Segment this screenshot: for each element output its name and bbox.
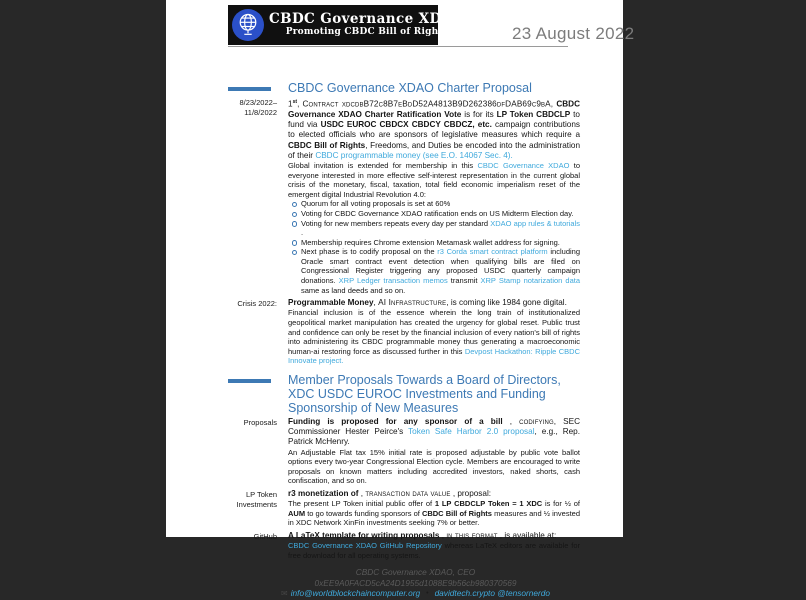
text-run: , Freedoms, and Duties be encoded into the administration of their [288,140,580,160]
entry-proposals [228,417,580,486]
text-run: Next phase is to codify proposal on the [301,247,438,257]
text-run: , e.g., Rep. Patrick McHenry. [288,427,580,447]
text-run: is for its [461,109,497,119]
margin-line: 8/23/2022– [239,98,277,107]
text-run: CBDC Bill of Rights [288,140,366,150]
bullet-item [301,199,580,209]
document-date: 23 August 2022 [512,24,635,43]
document-page [166,0,635,599]
text-run: , [297,99,303,109]
xrp-stamp-link[interactable]: XRP Stamp notarization data [480,276,580,286]
margin-line: Proposals [243,418,277,428]
text-run: to everyone interested in more effective self-interest representation in the current global crisis of the monetary, fiscal, taxation, total field economic imperialism reset of the emergent digital Industrial Revolution 4.0: [288,160,580,199]
paragraph-body [288,308,580,366]
entry-text [288,97,580,295]
crypto-handle-link[interactable]: davidtech.crypto @tensornerdo [434,588,550,599]
text-run: An Adjustable Flat tax 15% initial rate is proposed adjustable by public vote ballot options every two-year Congressional Election cycle. Members are encouraged to write proposals on known matters including accredited investors, naked shorts, cash confiscation, and so on. [288,447,580,486]
section-bar [228,87,271,91]
text-run: , is available at: [497,531,557,540]
paragraph-lead [288,417,580,448]
entry-text [288,417,580,486]
paragraph-lead [288,531,580,541]
text-run: measures and ½ invested in XDC Network XinFin investments seeking 7% or better. [288,508,581,528]
text-run: , [502,417,520,427]
text-run: whereas LaTeX editors are available for free download for all operating systems. [288,541,581,560]
brand-text [269,12,465,38]
text-run: , proposal: [450,489,492,499]
cbdc-governance-xdao-link[interactable]: CBDC Governance XDAO [477,160,570,170]
xdao-rules-tutorials-link[interactable]: XDAO app rules & tutorials [490,218,581,228]
text-run: codifying [519,417,554,427]
paragraph-lead [288,298,580,308]
document-body [228,81,580,560]
text-run: transaction data value [365,489,451,499]
entry-crisis-2022 [228,298,580,366]
document-footer [228,567,603,600]
text-run: Quorum for all voting proposals is set at 60% [301,199,451,209]
eo-14067-link[interactable]: CBDC programmable money (see E.O. 14067 Sec. 4). [315,150,513,160]
text-run: AI Infrastructure [378,298,447,308]
paragraph-body [288,499,580,528]
brand-title: CBDC Governance XDAO [269,11,465,27]
text-run: A LaTeX template for writing proposals [288,531,440,540]
text-run: 1 [288,99,293,109]
text-run: Funding is proposed for any sponsor of a bill [288,417,503,427]
text-run: st [292,99,298,105]
text-run: 1 LP CBDCLP Token = 1 XDC [434,499,543,509]
bullet-item [301,247,580,295]
header-rule [228,46,568,47]
bullet-item [301,238,580,248]
text-run: transmit [447,276,481,286]
paragraph-body [288,161,580,199]
devpost-hackathon-link[interactable]: Devpost Hackathon: Ripple CBDC Innovate project. [288,346,581,366]
section-title-charter-proposal [228,81,580,95]
text-run: r3 monetization of [288,489,359,499]
margin-line: LP Token [246,490,277,500]
text-run: , [373,298,379,308]
bullet-list [288,199,580,295]
text-run: Voting for CBDC Governance XDAO ratification ends on US Midterm Election day. [301,208,574,218]
footer-contact-line [228,588,603,600]
margin-label-dates [228,97,277,295]
text-run: Voting for new members repeats every day per standard [301,218,491,228]
bullet-item [301,209,580,219]
section-title-text: CBDC Governance XDAO Charter Proposal [288,81,532,95]
brand-banner [228,5,465,45]
text-run: is for ½ of [542,499,580,509]
text-run: , [439,531,447,540]
margin-label-crisis [228,298,277,366]
footer-role-line: CBDC Governance XDAO, CEO [355,567,476,578]
entry-text [288,489,580,528]
text-run: including Oracle smart contract event detection when qualifying bills are filed on Congressional Register triggering any proposed USDC quarterly campaign donations. [301,247,580,286]
margin-line: GitHub [253,532,277,541]
paragraph-lead [288,489,580,499]
github-repository-link[interactable]: CBDC Governance XDAO GitHub Repository [288,541,442,551]
separator-dot: • [426,590,429,598]
section-title-text: Member Proposals Towards a Board of Directors, XDC USDC EUROC Investments and Funding Sponsorship of New Measures [288,373,561,416]
bullet-item [301,219,580,238]
margin-label-github [228,531,277,560]
text-run: CBDC Bill of Rights [421,508,492,518]
entry-text [288,531,580,560]
margin-line: Crisis 2022: [237,299,277,309]
r3-corda-link[interactable]: r3 Corda smart contract platform [437,247,548,257]
text-run: LP Token CBDCLP [496,109,571,119]
margin-label-proposals [228,417,277,486]
globe-icon [232,9,264,41]
text-run: Membership requires Chrome extension Metamask wallet address for signing. [301,237,560,247]
entry-charter-vote [228,97,580,295]
paragraph-body [288,541,580,560]
text-run: same as land deeds and so on. [301,285,406,295]
margin-line: 11/8/2022 [244,108,277,118]
margin-line: Investments [236,500,277,510]
section-bar [228,379,271,383]
section-title-member-proposals [228,373,580,415]
text-run: , [358,489,366,499]
entry-lp-token-investments [228,489,580,528]
text-run: Global invitation is extended for membership in this [288,160,478,170]
document-header [228,5,635,45]
brand-subtitle: Promoting CBDC Bill of Rights [285,27,448,37]
paragraph-body [288,448,580,486]
text-run: in this format [446,531,498,540]
text-run: Financial inclusion is of the essence wherein the long train of institutionalized geopolitical market manipulation has created the urgency for global reset. Public trust and confidence can only be reset by the financial inclusion of every nation's bill of rights into administering its CBDC programmable money thus generating a macroeconomic human-ai restoring force as discussed further in this [288,308,580,356]
text-run: . [301,228,304,238]
text-run: AUM [288,508,306,518]
text-run: Contract xdcdbB72c8B7eBdD52A4813B9D262386dfDAB69c9bA, [302,99,554,109]
envelope-icon: ✉ [281,589,288,599]
text-run: Programmable Money [288,298,374,308]
text-run: campaign contributions to elected officials who are sponsors of legislative measures which require a [288,120,580,140]
text-run: to fund via [288,109,580,130]
text-run: , SEC Commissioner Hester Peirce's [288,417,581,437]
email-link[interactable]: info@worldblockchaincomputer.org [290,588,421,599]
margin-label-lp-token [228,489,277,528]
entry-github [228,531,580,560]
token-safe-harbor-link[interactable]: Token Safe Harbor 2.0 proposal [408,427,535,437]
text-run: , is coming like 1984 gone digital. [446,298,567,308]
text-run: The present LP Token initial public offer of [288,499,435,509]
entry-text [288,298,580,366]
xrp-ledger-memos-link[interactable]: XRP Ledger transaction memos [338,276,448,286]
paragraph-lead [288,97,580,161]
text-run: USDC EUROC CBDCX CBDCY CBDCZ, etc. [320,120,492,130]
text-run: to go towards funding sponsors of [305,508,422,518]
footer-eth-address: 0xEE9A0FACD5cA24D1955d1088E9b56cb980370569 [314,577,517,588]
text-run: CBDC Governance XDAO Charter Ratification Vote [288,99,580,119]
